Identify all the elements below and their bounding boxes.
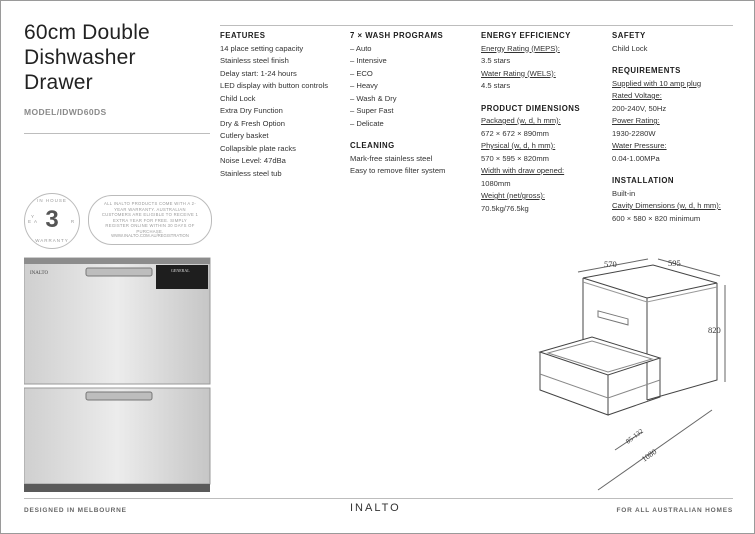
footer-tagline-right: FOR ALL AUSTRALIAN HOMES (616, 507, 733, 514)
appliance-brand: INALTO (30, 271, 49, 276)
width-dimension: 570 (604, 259, 617, 269)
dimensions-heading: PRODUCT DIMENSIONS (481, 103, 581, 113)
packaged-label: Packaged (w, d, h mm): (481, 116, 561, 125)
feature-item: Dry & Fresh Option (220, 118, 285, 128)
warranty-years: 3 (45, 206, 59, 233)
voltage-value: 200-240V, 50Hz (612, 103, 667, 113)
requirements-heading: REQUIREMENTS (612, 66, 681, 75)
gap-dimension: 85-132 (624, 427, 645, 446)
meps-value: 3.5 stars (481, 56, 511, 65)
program-item: – Super Fast (350, 106, 394, 115)
dimension-diagram (520, 250, 745, 495)
meps-label: Energy Rating (MEPS): (481, 43, 560, 53)
depth-dimension: 595 (668, 258, 681, 268)
model-number: MODEL/IDWD60DS (24, 107, 107, 117)
water-pressure-value: 0.04-1.00MPa (612, 153, 660, 163)
packaged-value: 672 × 672 × 890mm (481, 128, 549, 138)
program-item: – ECO (350, 68, 373, 78)
program-item: – Heavy (350, 81, 378, 90)
feature-item: 14 place setting capacity (220, 43, 304, 53)
feature-item: Stainless steel tub (220, 168, 282, 178)
feature-item: LED display with button controls (220, 81, 329, 90)
warranty-bottom-text: WARRANTY (35, 238, 69, 243)
wels-value: 4.5 stars (481, 81, 511, 90)
power-value: 1930-2280W (612, 128, 656, 138)
upper-handle (86, 268, 152, 276)
divider (24, 133, 210, 134)
feature-item: Collapsible plate racks (220, 143, 296, 153)
features-heading: FEATURES (220, 31, 266, 40)
warranty-notice (88, 195, 212, 245)
warranty-registration-link[interactable]: WWW.INALTO.COM.AU/REGISTRATION (111, 233, 189, 238)
program-item: – Wash & Dry (350, 93, 397, 103)
cavity-value: 600 × 580 × 820 minimum (612, 213, 701, 223)
feature-item: Delay start: 1-24 hours (220, 68, 297, 78)
divider (220, 25, 733, 26)
warranty-top-text: IN HOUSE (37, 198, 67, 203)
cabinet-right-side (647, 283, 717, 400)
lower-drawer (24, 388, 210, 484)
feature-item: Child Lock (220, 93, 256, 103)
kick-plate (24, 484, 210, 492)
safety-value: Child Lock (612, 43, 648, 53)
feature-item: Cutlery basket (220, 131, 269, 140)
cleaning-item: Easy to remove filter system (350, 166, 446, 175)
weight-label: Weight (net/gross): (481, 191, 546, 200)
cleaning-item: Mark-free stainless steel (350, 153, 433, 163)
safety-column (612, 30, 737, 225)
wels-label: Water Rating (WELS): (481, 68, 556, 78)
display-label: GENERAL (171, 268, 190, 273)
weight-value: 70.5kg/76.5kg (481, 203, 529, 213)
warranty-right-letter: R (70, 219, 76, 224)
program-item: – Intensive (350, 56, 387, 65)
programs-heading: 7 × WASH PROGRAMS (350, 31, 444, 40)
title-line: Drawer (24, 71, 93, 94)
power-label: Power Rating: (612, 116, 660, 125)
footer-divider (24, 498, 733, 499)
energy-heading: ENERGY EFFICIENCY (481, 31, 571, 40)
open-width-label: Width with draw opened: (481, 166, 565, 175)
energy-column (481, 30, 606, 215)
programs-column (350, 30, 475, 178)
program-item: – Auto (350, 43, 372, 53)
open-width-value: 1080mm (481, 178, 511, 188)
footer-tagline-left: DESIGNED IN MELBOURNE (24, 507, 127, 514)
installation-heading: INSTALLATION (612, 176, 675, 185)
drawer-panel-line (540, 374, 660, 398)
warranty-notice-text: ALL INALTO PRODUCTS COME WITH A 2-YEAR WARRANTY. AUSTRALIAN CUSTOMERS ARE ELIGIBLE TO RECEIVE 1 EXTRA YEAR FOR FREE. SIMPLY REGISTER ONLINE WITHIN 30 DAYS OF PURCHASE. (101, 201, 199, 234)
feature-item: Extra Dry Function (220, 106, 283, 115)
program-item: – Delicate (350, 118, 384, 128)
cavity-label: Cavity Dimensions (w, d, h mm): (612, 201, 721, 210)
warranty-left-letters: Y E A (28, 214, 39, 224)
upper-drawer-top-edge (24, 258, 210, 264)
title-line: Dishwasher (24, 46, 136, 69)
plug-note: Supplied with 10 amp plug (612, 78, 702, 88)
lower-handle (86, 392, 152, 400)
title-line: 60cm Double (24, 21, 150, 44)
warranty-badge (24, 193, 80, 249)
feature-item: Noise Level: 47dBa (220, 156, 286, 165)
feature-item: Stainless steel finish (220, 56, 289, 65)
cleaning-heading: CLEANING (350, 141, 395, 150)
installation-type: Built-in (612, 188, 636, 198)
height-dimension: 820 (708, 325, 721, 335)
safety-heading: SAFETY (612, 31, 646, 40)
water-pressure-label: Water Pressure: (612, 141, 667, 150)
upper-handle-outline (598, 311, 628, 325)
dishwasher-image (24, 256, 214, 494)
physical-value: 570 × 595 × 820mm (481, 153, 549, 163)
features-column (220, 30, 345, 180)
voltage-label: Rated Voltage: (612, 91, 662, 100)
open-dimension: 1080 (639, 447, 659, 464)
footer-logo: INALTO (350, 502, 401, 514)
physical-label: Physical (w, d, h mm): (481, 141, 556, 150)
product-title (24, 20, 214, 95)
